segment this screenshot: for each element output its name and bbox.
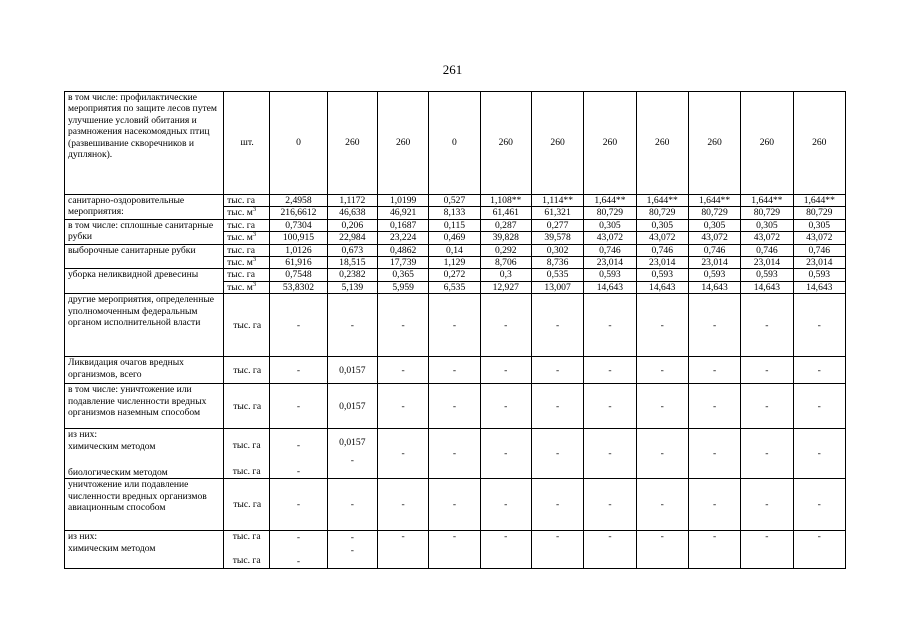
value-cell: - xyxy=(636,531,688,569)
value-cell: 14,643 xyxy=(688,281,740,293)
value-cell: - xyxy=(270,357,327,384)
value-cell: 0,2382 xyxy=(327,269,377,281)
value-cell: 0,746 xyxy=(636,244,688,256)
value-cell: - xyxy=(584,429,636,479)
unit-cell: тыс. $м^3$ xyxy=(224,232,270,244)
value-cell: 80,729 xyxy=(636,207,688,219)
value-cell: 80,729 xyxy=(793,207,845,219)
value-cell: - xyxy=(636,479,688,531)
row-description: в том числе: профилактические мероприятия по защите лесов путем улучшение условий обитания и размножения насекомоядных птиц (развешивание скворечников и дуплянок). xyxy=(65,92,224,195)
value-cell: - xyxy=(688,429,740,479)
unit-cell: тыс. $м^3$ xyxy=(224,281,270,293)
value-cell: 0,593 xyxy=(688,269,740,281)
row-description: в том числе: уничтожение или подавление численности вредных организмов наземным способом xyxy=(65,384,224,429)
table-row xyxy=(65,219,846,231)
table-row xyxy=(65,479,846,531)
value-cell: - xyxy=(688,384,740,429)
value-cell: 23,014 xyxy=(741,257,793,269)
value-cell: - xyxy=(584,531,636,569)
value-cell: - xyxy=(270,384,327,429)
data-table xyxy=(64,91,846,569)
row-description: Ликвидация очагов вредных организмов, всего xyxy=(65,357,224,384)
value-cell: 0,0157 xyxy=(327,384,377,429)
value-cell: 23,014 xyxy=(584,257,636,269)
value-cell: - - xyxy=(270,429,327,479)
value-cell: 14,643 xyxy=(741,281,793,293)
value-cell: 22,984 xyxy=(327,232,377,244)
value-cell: 43,072 xyxy=(741,232,793,244)
value-cell: - xyxy=(793,429,845,479)
unit-cell: тыс. га xyxy=(224,269,270,281)
value-cell: 260 xyxy=(531,92,583,195)
page-number: 261 xyxy=(442,62,463,77)
value-cell: - xyxy=(688,294,740,357)
unit-cell: тыс. га xyxy=(224,219,270,231)
value-cell: 61,461 xyxy=(480,207,531,219)
value-cell: - xyxy=(480,294,531,357)
value-cell: 8,706 xyxy=(480,257,531,269)
value-cell: 1,108** xyxy=(480,195,531,207)
value-cell: - xyxy=(327,479,377,531)
value-cell: - xyxy=(741,357,793,384)
value-cell: - xyxy=(377,479,428,531)
row-description: санитарно-оздоровительные мероприятия: xyxy=(65,195,224,220)
value-cell: 39,578 xyxy=(531,232,583,244)
table-row xyxy=(65,269,846,281)
value-cell: 0,292 xyxy=(480,244,531,256)
value-cell: 0,593 xyxy=(584,269,636,281)
unit-cell: тыс. га xyxy=(224,357,270,384)
value-cell: 0,673 xyxy=(327,244,377,256)
value-cell: 0,593 xyxy=(636,269,688,281)
value-cell: - - xyxy=(270,531,327,569)
value-cell: 43,072 xyxy=(584,232,636,244)
value-cell: - xyxy=(480,479,531,531)
value-cell: 260 xyxy=(480,92,531,195)
value-cell: 0,14 xyxy=(429,244,480,256)
value-cell: 43,072 xyxy=(688,232,740,244)
value-cell: 80,729 xyxy=(741,207,793,219)
value-cell: 18,515 xyxy=(327,257,377,269)
unit-cell: тыс. га xyxy=(224,195,270,207)
value-cell: 0,305 xyxy=(688,219,740,231)
value-cell: 14,643 xyxy=(636,281,688,293)
value-cell: 14,643 xyxy=(793,281,845,293)
unit-cell: тыс. га xyxy=(224,294,270,357)
value-cell: 0,0157 - xyxy=(327,429,377,479)
value-cell: 0,7304 xyxy=(270,219,327,231)
value-cell: - xyxy=(480,429,531,479)
value-cell: - xyxy=(531,357,583,384)
value-cell: 0,305 xyxy=(741,219,793,231)
value-cell: - xyxy=(377,531,428,569)
value-cell: 2,4958 xyxy=(270,195,327,207)
row-description: другие мероприятия, определенные уполномоченным федеральным органом исполнительной власти xyxy=(65,294,224,357)
unit-cell: тыс. га xyxy=(224,384,270,429)
table-row xyxy=(65,244,846,256)
value-cell: 0,535 xyxy=(531,269,583,281)
value-cell: 0,0157 xyxy=(327,357,377,384)
value-cell: 0,206 xyxy=(327,219,377,231)
value-cell: 0,287 xyxy=(480,219,531,231)
value-cell: 1,1172 xyxy=(327,195,377,207)
value-cell: - xyxy=(429,294,480,357)
table-row xyxy=(65,294,846,357)
value-cell: - xyxy=(531,479,583,531)
value-cell: 13,007 xyxy=(531,281,583,293)
value-cell: 61,916 xyxy=(270,257,327,269)
value-cell: 23,224 xyxy=(377,232,428,244)
value-cell: 216,6612 xyxy=(270,207,327,219)
value-cell: 0,272 xyxy=(429,269,480,281)
value-cell: 12,927 xyxy=(480,281,531,293)
value-cell: - xyxy=(793,357,845,384)
value-cell: - xyxy=(531,294,583,357)
value-cell: 0,4862 xyxy=(377,244,428,256)
value-cell: - xyxy=(636,357,688,384)
unit-cell: тыс. га тыс. га xyxy=(224,429,270,479)
value-cell: 8,736 xyxy=(531,257,583,269)
value-cell: - xyxy=(584,294,636,357)
value-cell: - xyxy=(480,357,531,384)
unit-cell: тыс. га xyxy=(224,479,270,531)
value-cell: - xyxy=(793,384,845,429)
value-cell: 260 xyxy=(793,92,845,195)
value-cell: - xyxy=(429,357,480,384)
row-description: в том числе: сплошные санитарные рубки xyxy=(65,219,224,244)
value-cell: 0 xyxy=(270,92,327,195)
value-cell: 0,746 xyxy=(741,244,793,256)
value-cell: 0,1687 xyxy=(377,219,428,231)
value-cell: 5,139 xyxy=(327,281,377,293)
value-cell: 100,915 xyxy=(270,232,327,244)
value-cell: 0,305 xyxy=(584,219,636,231)
value-cell: 0,746 xyxy=(793,244,845,256)
value-cell: - xyxy=(636,429,688,479)
value-cell: - xyxy=(793,531,845,569)
value-cell: 0,365 xyxy=(377,269,428,281)
table-row xyxy=(65,531,846,569)
value-cell: 260 xyxy=(688,92,740,195)
value-cell: 17,739 xyxy=(377,257,428,269)
value-cell: 8,133 xyxy=(429,207,480,219)
value-cell: - xyxy=(429,429,480,479)
value-cell: - xyxy=(429,479,480,531)
value-cell: 0,593 xyxy=(793,269,845,281)
value-cell: 46,638 xyxy=(327,207,377,219)
value-cell: - xyxy=(741,429,793,479)
value-cell: - xyxy=(270,294,327,357)
value-cell: - xyxy=(377,429,428,479)
unit-cell: тыс. га тыс. га xyxy=(224,531,270,569)
value-cell: 1,644** xyxy=(636,195,688,207)
unit-cell: тыс. $м^3$ xyxy=(224,207,270,219)
value-cell: 0,593 xyxy=(741,269,793,281)
value-cell: 0,305 xyxy=(793,219,845,231)
value-cell: - xyxy=(531,429,583,479)
value-cell: 43,072 xyxy=(793,232,845,244)
value-cell: 260 xyxy=(377,92,428,195)
value-cell: - xyxy=(688,357,740,384)
value-cell: - xyxy=(741,294,793,357)
value-cell: 39,828 xyxy=(480,232,531,244)
value-cell: 80,729 xyxy=(688,207,740,219)
table-row xyxy=(65,92,846,195)
value-cell: - xyxy=(793,294,845,357)
value-cell: - xyxy=(688,479,740,531)
value-cell: - xyxy=(741,531,793,569)
value-cell: - xyxy=(377,357,428,384)
value-cell: - xyxy=(377,384,428,429)
value-cell: 43,072 xyxy=(636,232,688,244)
value-cell: 61,321 xyxy=(531,207,583,219)
value-cell: - xyxy=(480,384,531,429)
row-description: выборочные санитарные рубки xyxy=(65,244,224,269)
value-cell: 260 xyxy=(327,92,377,195)
value-cell: 6,535 xyxy=(429,281,480,293)
value-cell: 0,305 xyxy=(636,219,688,231)
value-cell: 46,921 xyxy=(377,207,428,219)
row-description: из них: химическим методом xyxy=(65,531,224,569)
unit-cell: тыс. га xyxy=(224,244,270,256)
value-cell: 5,959 xyxy=(377,281,428,293)
value-cell: 0,746 xyxy=(688,244,740,256)
value-cell: - xyxy=(429,531,480,569)
value-cell: - xyxy=(741,479,793,531)
value-cell: 0,302 xyxy=(531,244,583,256)
value-cell: 260 xyxy=(636,92,688,195)
value-cell: - xyxy=(688,531,740,569)
value-cell: - xyxy=(793,479,845,531)
unit-cell: тыс. $м^3$ xyxy=(224,257,270,269)
value-cell: - xyxy=(531,531,583,569)
value-cell: 0,277 xyxy=(531,219,583,231)
unit-cell: шт. xyxy=(224,92,270,195)
table-row xyxy=(65,195,846,207)
value-cell: 0 xyxy=(429,92,480,195)
value-cell: - xyxy=(584,357,636,384)
value-cell: - xyxy=(531,384,583,429)
table-row xyxy=(65,384,846,429)
value-cell: 1,129 xyxy=(429,257,480,269)
value-cell: - xyxy=(741,384,793,429)
value-cell: - - xyxy=(327,531,377,569)
value-cell: 1,114** xyxy=(531,195,583,207)
value-cell: 1,644** xyxy=(688,195,740,207)
value-cell: 23,014 xyxy=(793,257,845,269)
value-cell: - xyxy=(480,531,531,569)
value-cell: 0,115 xyxy=(429,219,480,231)
value-cell: - xyxy=(327,294,377,357)
value-cell: 1,0199 xyxy=(377,195,428,207)
value-cell: - xyxy=(584,384,636,429)
value-cell: 1,644** xyxy=(793,195,845,207)
value-cell: 0,3 xyxy=(480,269,531,281)
value-cell: 1,644** xyxy=(584,195,636,207)
row-description: из них: химическим методом биологическим методом xyxy=(65,429,224,479)
value-cell: 260 xyxy=(741,92,793,195)
row-description: уборка неликвидной древесины xyxy=(65,269,224,294)
value-cell: 14,643 xyxy=(584,281,636,293)
row-description: уничтожение или подавление численности вредных организмов авиационным способом xyxy=(65,479,224,531)
value-cell: 260 xyxy=(584,92,636,195)
value-cell: 0,469 xyxy=(429,232,480,244)
value-cell: - xyxy=(584,479,636,531)
value-cell: - xyxy=(636,294,688,357)
table-row xyxy=(65,357,846,384)
value-cell: - xyxy=(636,384,688,429)
table-row xyxy=(65,429,846,479)
value-cell: 53,8302 xyxy=(270,281,327,293)
value-cell: 23,014 xyxy=(636,257,688,269)
value-cell: 23,014 xyxy=(688,257,740,269)
value-cell: 1,0126 xyxy=(270,244,327,256)
value-cell: - xyxy=(377,294,428,357)
value-cell: - xyxy=(429,384,480,429)
value-cell: 80,729 xyxy=(584,207,636,219)
value-cell: 0,746 xyxy=(584,244,636,256)
value-cell: - xyxy=(270,479,327,531)
value-cell: 0,527 xyxy=(429,195,480,207)
value-cell: 1,644** xyxy=(741,195,793,207)
value-cell: 0,7548 xyxy=(270,269,327,281)
